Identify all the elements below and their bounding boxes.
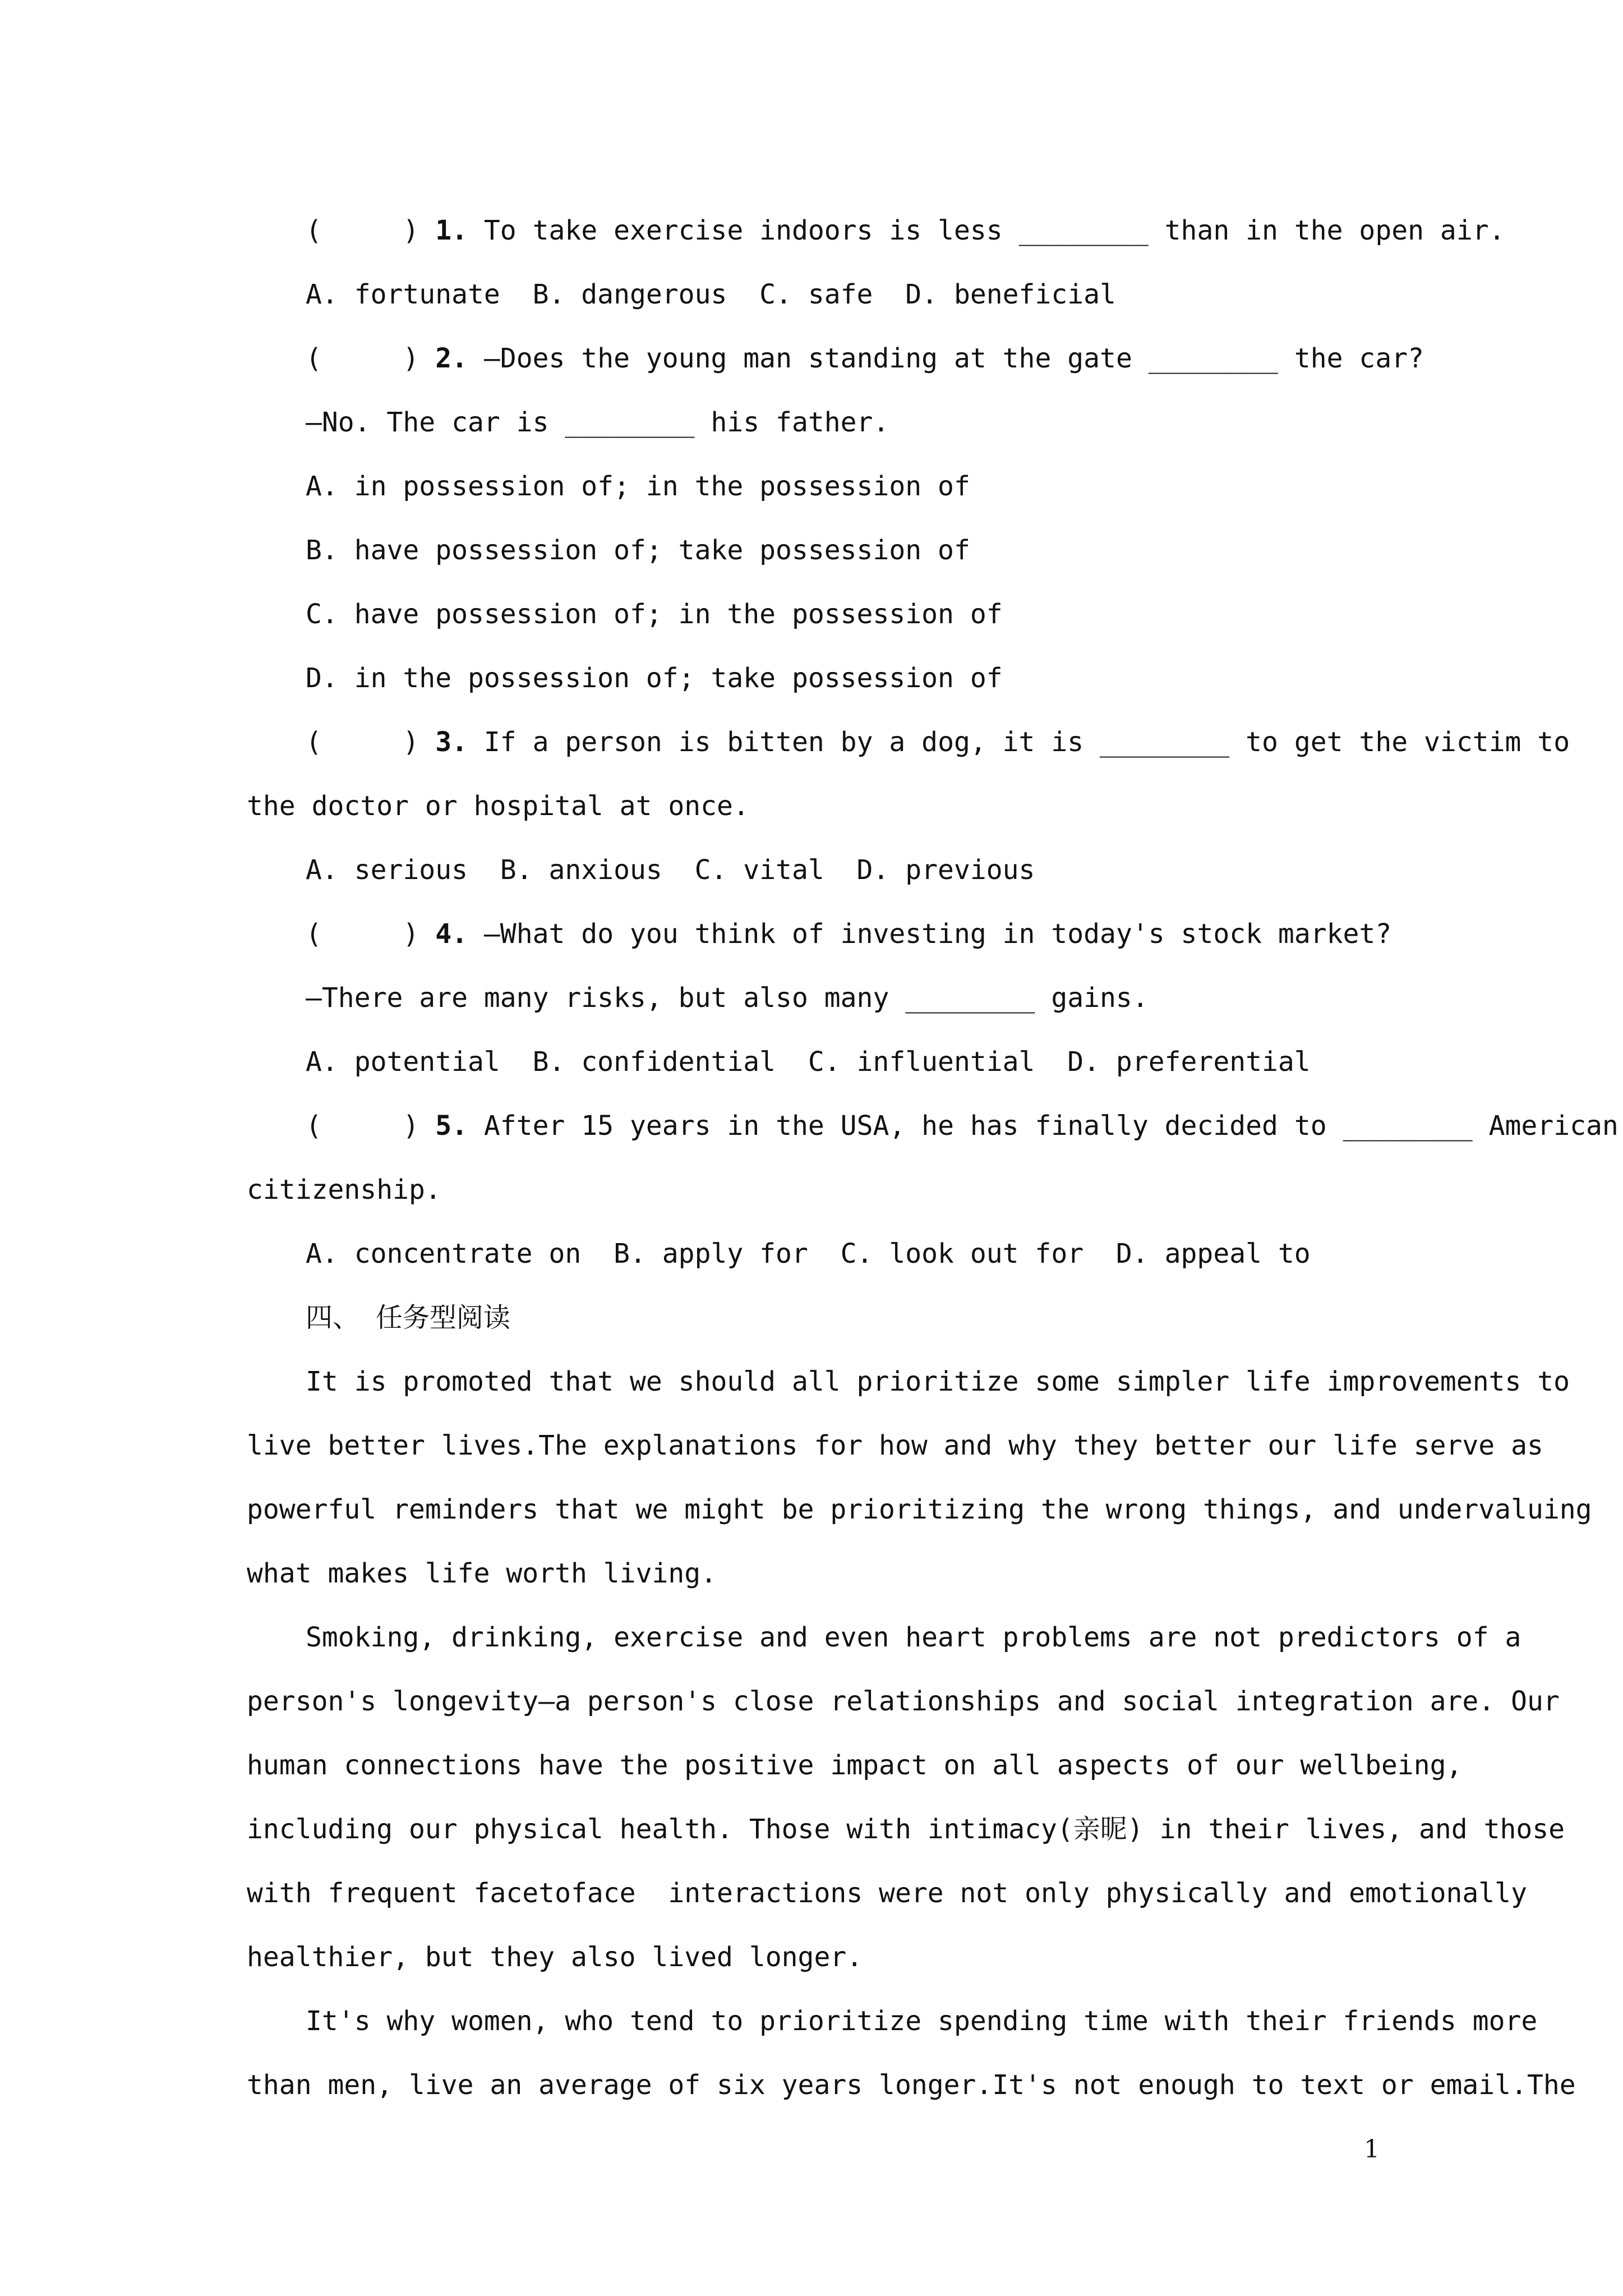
- question-number: 5.: [435, 1110, 468, 1142]
- question-3-continued: the doctor or hospital at once.: [247, 790, 749, 822]
- answer-paren[interactable]: ( ): [306, 726, 419, 758]
- question-3: ( ) 3. If a person is bitten by a dog, it is ________ to get the victim to: [306, 726, 1570, 758]
- passage-line: what makes life worth living.: [247, 1558, 717, 1589]
- page-number: 1: [1364, 2135, 1380, 2164]
- answer-paren[interactable]: ( ): [306, 918, 419, 950]
- blank: ________: [1343, 1110, 1473, 1142]
- passage-line: person's longevity—a person's close relationships and social integration are. Our: [247, 1686, 1560, 1717]
- question-4-reply: —There are many risks, but also many ________ gains.: [306, 982, 1149, 1014]
- question-number: 4.: [435, 918, 468, 950]
- question-number: 2.: [435, 343, 468, 374]
- blank: ________: [1018, 215, 1149, 246]
- passage-line: live better lives.The explanations for how and why they better our life serve as: [247, 1430, 1543, 1461]
- section-heading: 四、 任务型阅读: [306, 1302, 510, 1333]
- question-1: ( ) 1. To take exercise indoors is less ________ than in the open air.: [306, 215, 1505, 246]
- passage-line: including our physical health. Those with intimacy(亲昵) in their lives, and those: [247, 1814, 1565, 1845]
- blank: ________: [905, 982, 1035, 1014]
- question-4-options: A. potential B. confidential C. influential D. preferential: [306, 1046, 1311, 1078]
- question-number: 1.: [435, 215, 468, 246]
- passage-line: powerful reminders that we might be prioritizing the wrong things, and undervaluing: [247, 1494, 1592, 1525]
- question-1-options: A. fortunate B. dangerous C. safe D. beneficial: [306, 279, 1116, 310]
- answer-paren[interactable]: ( ): [306, 215, 419, 246]
- question-5-options: A. concentrate on B. apply for C. look out for D. appeal to: [306, 1238, 1311, 1269]
- passage-line: than men, live an average of six years longer.It's not enough to text or email.The: [247, 2069, 1576, 2101]
- question-2: ( ) 2. —Does the young man standing at the gate ________ the car?: [306, 343, 1424, 374]
- question-number: 3.: [435, 726, 468, 758]
- question-5-continued: citizenship.: [247, 1174, 441, 1205]
- blank: ________: [1148, 343, 1278, 374]
- passage-line: Smoking, drinking, exercise and even heart problems are not predictors of a: [306, 1622, 1521, 1653]
- passage-line: with frequent facetoface interactions were not only physically and emotionally: [247, 1878, 1527, 1909]
- passage-line: human connections have the positive impact on all aspects of our wellbeing,: [247, 1750, 1463, 1781]
- question-2-option-d: D. in the possession of; take possession of: [306, 662, 1003, 694]
- passage-line: It is promoted that we should all prioritize some simpler life improvements to: [306, 1366, 1570, 1397]
- blank: ________: [1100, 726, 1230, 758]
- passage-line: It's why women, who tend to prioritize spending time with their friends more: [306, 2005, 1538, 2037]
- question-3-options: A. serious B. anxious C. vital D. previous: [306, 854, 1035, 886]
- question-2-reply: —No. The car is ________ his father.: [306, 407, 889, 438]
- passage-line: healthier, but they also lived longer.: [247, 1941, 863, 1973]
- answer-paren[interactable]: ( ): [306, 1110, 419, 1142]
- question-5: ( ) 5. After 15 years in the USA, he has finally decided to ________ American: [306, 1110, 1619, 1142]
- answer-paren[interactable]: ( ): [306, 343, 419, 374]
- question-2-option-a: A. in possession of; in the possession of: [306, 471, 970, 502]
- blank: ________: [565, 407, 695, 438]
- question-4: ( ) 4. —What do you think of investing in today's stock market?: [306, 918, 1392, 950]
- question-2-option-b: B. have possession of; take possession of: [306, 535, 970, 566]
- question-2-option-c: C. have possession of; in the possession of: [306, 599, 1003, 630]
